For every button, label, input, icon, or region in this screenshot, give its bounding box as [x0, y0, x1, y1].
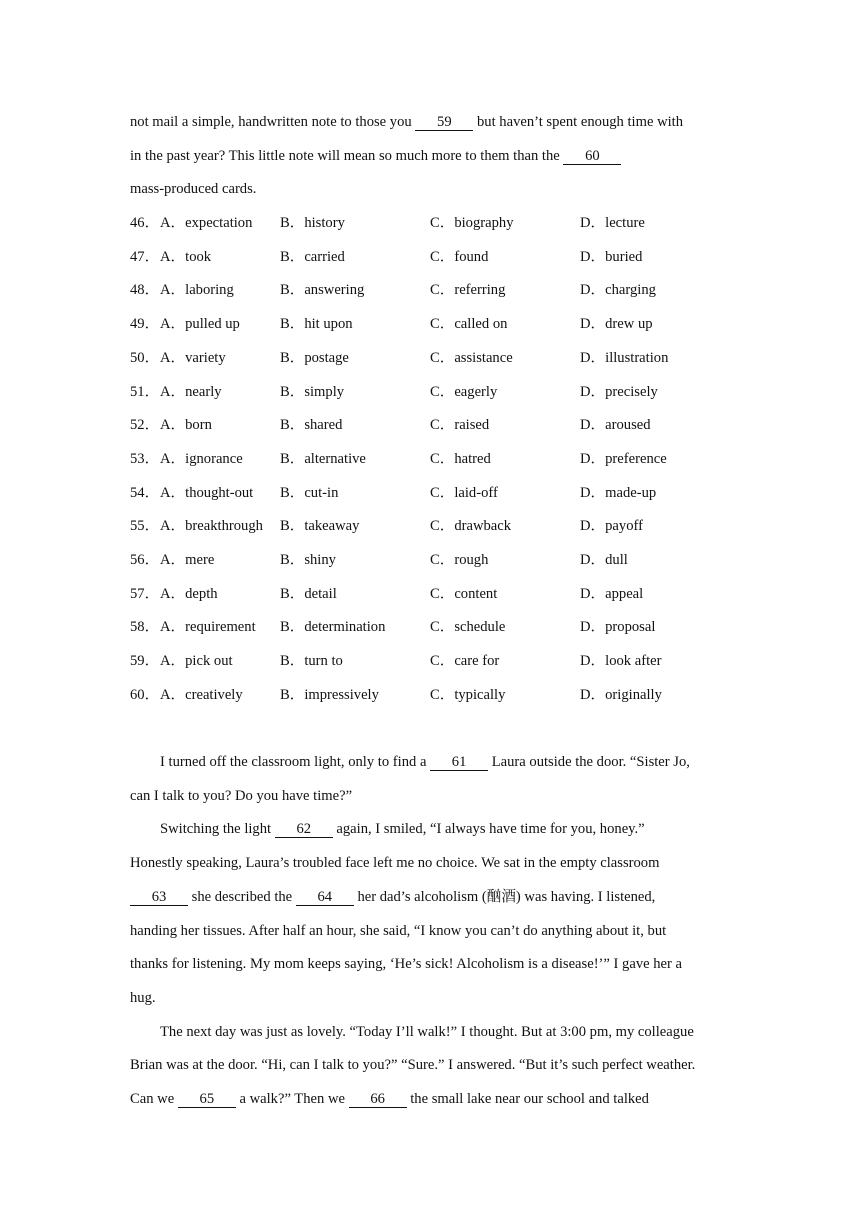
option-a: A．depth — [160, 585, 218, 602]
option-d: D．dull — [580, 551, 628, 568]
option-d: D．drew up — [580, 316, 653, 333]
option-c: C．assistance — [430, 349, 513, 366]
answer-blank: 63 — [130, 889, 188, 906]
question-row — [130, 581, 730, 615]
option-d: D．illustration — [580, 349, 669, 366]
option-b: B．cut-in — [280, 484, 339, 501]
page-content — [130, 109, 730, 1120]
option-b: B．shared — [280, 417, 343, 434]
option-a: A．pick out — [160, 653, 233, 669]
option-a: A．creatively — [160, 686, 243, 703]
option-d: D．lecture — [580, 215, 645, 232]
question-number: 56． — [130, 551, 160, 568]
text-run: hug. — [130, 989, 156, 1006]
option-c: C．found — [430, 248, 489, 265]
text-run: Honestly speaking, Laura’s troubled face left me no choice. We sat in the empty classroom — [130, 855, 660, 872]
text-run: in the past year? This little note will mean so much more to them than the — [130, 147, 564, 164]
option-a: A．took — [160, 248, 212, 265]
option-d: D．appeal — [580, 585, 644, 602]
option-b: B．determination — [280, 619, 386, 636]
text-line — [130, 918, 730, 952]
option-a: A．thought-out — [160, 484, 254, 501]
answer-blank: 60 — [563, 148, 621, 165]
text-run: can I talk to you? Do you have time?” — [130, 787, 353, 804]
option-a: A．laboring — [160, 282, 234, 299]
question-row — [130, 480, 730, 514]
option-c: C．referring — [430, 282, 506, 299]
option-a: A．nearly — [160, 383, 222, 400]
question-number: 47． — [130, 248, 160, 265]
option-b: B．answering — [280, 282, 365, 299]
question-number: 53． — [130, 450, 160, 467]
question-number: 55． — [130, 518, 160, 535]
text-run: handing her tissues. After half an hour, she said, “I know you can’t do anything about it, but — [130, 922, 667, 939]
option-d: D．preference — [580, 450, 667, 467]
option-d: D．precisely — [580, 383, 658, 400]
text-run: The next day was just as lovely. “Today I’ll walk!” I thought. But at 3:00 pm, my colleague — [160, 1023, 694, 1040]
text-line — [130, 109, 730, 143]
section-gap — [130, 715, 730, 749]
text-run: but haven’t spent enough time with — [473, 114, 684, 130]
question-row — [130, 379, 730, 413]
question-row — [130, 412, 730, 446]
text-line — [130, 816, 730, 850]
question-number: 50． — [130, 349, 160, 366]
question-number: 48． — [130, 282, 160, 299]
question-row — [130, 682, 730, 716]
option-a: A．expectation — [160, 215, 253, 232]
question-number: 54． — [130, 484, 160, 501]
option-a: A．mere — [160, 551, 215, 568]
text-run: her dad’s alcoholism (酗酒) was having. I listened, — [353, 888, 656, 905]
text-run: thanks for listening. My mom keeps saying, ‘He’s sick! Alcoholism is a disease!’” I gave her a — [130, 956, 683, 973]
text-run: she described the — [188, 888, 296, 905]
text-line — [130, 1052, 730, 1086]
option-a: A．breakthrough — [160, 518, 263, 535]
text-line — [130, 1086, 730, 1120]
text-run: mass-produced cards. — [130, 181, 257, 198]
text-line — [130, 951, 730, 985]
question-row — [130, 277, 730, 311]
question-row — [130, 513, 730, 547]
option-a: A．pulled up — [160, 316, 240, 333]
option-c: C．rough — [430, 551, 489, 568]
option-b: B．detail — [280, 585, 337, 602]
passage-2 — [130, 749, 730, 1120]
text-run: again, I smiled, “I always have time for you, honey.” — [332, 821, 645, 838]
question-number: 52． — [130, 417, 160, 434]
question-row — [130, 446, 730, 480]
option-c: C．eagerly — [430, 383, 498, 400]
option-d: D．look after — [580, 653, 662, 669]
question-row — [130, 345, 730, 379]
question-number: 49． — [130, 316, 160, 333]
option-c: C．care for — [430, 653, 500, 669]
text-line — [130, 985, 730, 1019]
question-row — [130, 614, 730, 648]
question-number: 60． — [130, 686, 160, 703]
option-a: A．variety — [160, 349, 226, 366]
text-run: not mail a simple, handwritten note to those you — [130, 114, 416, 130]
question-row — [130, 210, 730, 244]
text-line — [130, 783, 730, 817]
question-row — [130, 244, 730, 278]
text-line — [130, 176, 730, 210]
option-b: B．simply — [280, 383, 345, 400]
option-c: C．laid-off — [430, 484, 498, 501]
question-number: 46． — [130, 215, 160, 232]
option-c: C．raised — [430, 417, 490, 434]
text-line — [130, 884, 730, 918]
text-run: I turned off the classroom light, only to find a — [160, 754, 431, 771]
option-d: D．made-up — [580, 484, 657, 501]
option-d: D．charging — [580, 282, 656, 299]
option-a: A．born — [160, 417, 212, 434]
option-b: B．carried — [280, 248, 345, 265]
option-d: D．originally — [580, 686, 662, 703]
option-d: D．buried — [580, 248, 643, 265]
option-b: B．turn to — [280, 653, 343, 669]
question-number: 57． — [130, 585, 160, 602]
text-run: Switching the light — [160, 821, 275, 838]
option-c: C．biography — [430, 215, 514, 232]
option-b: B．hit upon — [280, 316, 353, 333]
option-b: B．shiny — [280, 551, 336, 568]
option-b: B．postage — [280, 349, 349, 366]
option-b: B．alternative — [280, 450, 366, 467]
option-c: C．called on — [430, 316, 508, 333]
option-c: C．content — [430, 585, 498, 602]
text-run: Laura outside the door. “Sister Jo, — [488, 754, 690, 771]
text-line — [130, 850, 730, 884]
text-line — [130, 143, 730, 177]
answer-blank: 64 — [296, 889, 354, 906]
option-c: C．typically — [430, 686, 506, 703]
question-row — [130, 648, 730, 682]
answer-blank: 65 — [178, 1091, 236, 1108]
text-run: the small lake near our school and talked — [406, 1090, 649, 1107]
text-line — [130, 749, 730, 783]
option-b: B．history — [280, 215, 345, 232]
option-d: D．aroused — [580, 417, 651, 434]
question-number: 58． — [130, 619, 160, 636]
text-line — [130, 1019, 730, 1053]
option-d: D．payoff — [580, 518, 643, 535]
question-row — [130, 547, 730, 581]
answer-blank: 66 — [349, 1091, 407, 1108]
option-a: A．ignorance — [160, 450, 243, 467]
option-b: B．takeaway — [280, 518, 360, 535]
answer-blank: 61 — [430, 754, 488, 771]
option-c: C．drawback — [430, 518, 512, 535]
option-c: C．schedule — [430, 619, 506, 636]
answer-blank: 59 — [415, 114, 473, 131]
option-d: D．proposal — [580, 619, 656, 636]
text-run: Brian was at the door. “Hi, can I talk to you?” “Sure.” I answered. “But it’s such perfect weather. — [130, 1057, 696, 1074]
question-number: 51． — [130, 383, 160, 400]
option-c: C．hatred — [430, 450, 491, 467]
passage-1-tail — [130, 109, 730, 210]
answer-blank: 62 — [275, 821, 333, 838]
option-a: A．requirement — [160, 619, 256, 636]
option-b: B．impressively — [280, 686, 379, 703]
text-run: a walk?” Then we — [235, 1090, 349, 1107]
question-options-list — [130, 210, 730, 715]
question-number: 59． — [130, 653, 160, 669]
question-row — [130, 311, 730, 345]
text-run: Can we — [130, 1090, 178, 1107]
